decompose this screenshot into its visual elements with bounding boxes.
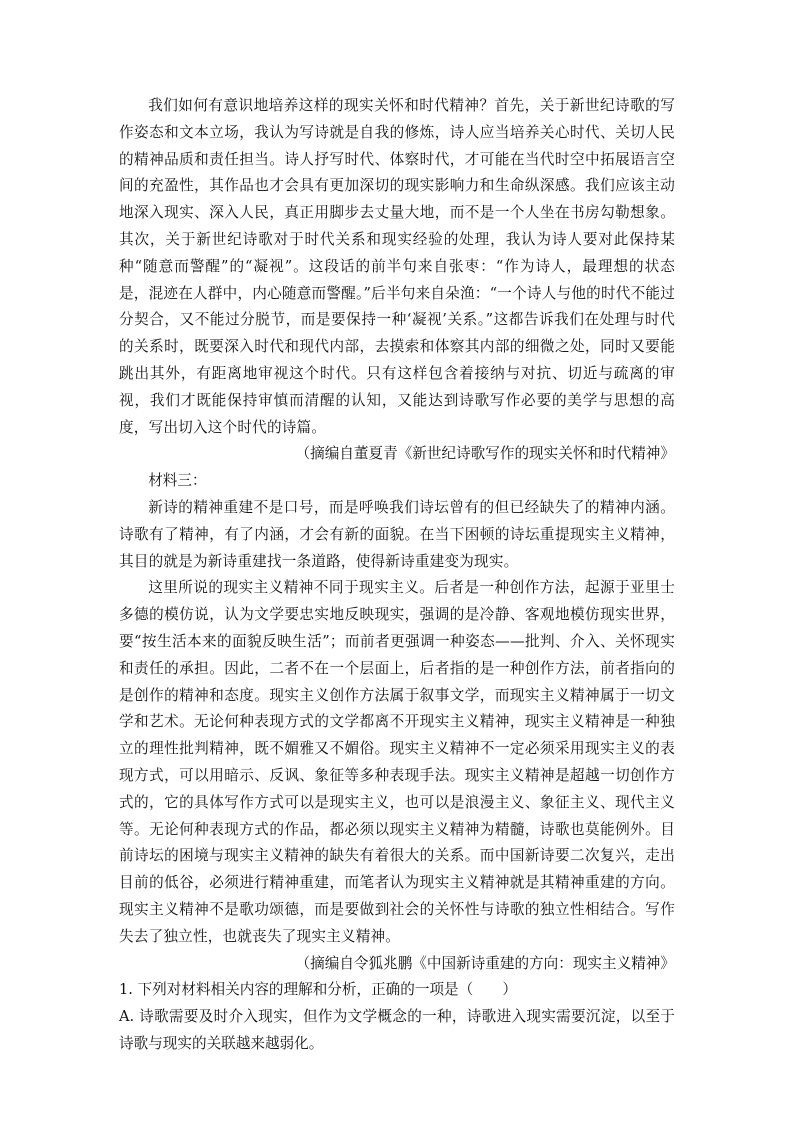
material-3-heading: 材料三： bbox=[148, 472, 207, 490]
question-1-stem: 1. 下列对材料相关内容的理解和分析，正确的一项是（ ） bbox=[119, 981, 518, 999]
material-3-paragraph-1: 新诗的精神重建不是口号，而是呼唤我们诗坛曾有的但已经缺失了的精神内涵。诗歌有了精神，有了内涵，才会有新的面貌。在当下困顿的诗坛重提现实主义精神，其目的就是为新诗重建找一条道路，使得新诗重建变为现实。 bbox=[119, 498, 675, 570]
passage-source-citation: （摘编自董夏青《新世纪诗歌写作的现实关怀和时代精神》 bbox=[295, 445, 675, 463]
material-3-source-citation: （摘编自令狐兆鹏《中国新诗重建的方向：现实主义精神》 bbox=[295, 954, 675, 972]
document-page bbox=[119, 93, 675, 1058]
passage-paragraph: 我们如何有意识地培养这样的现实关怀和时代精神？首先，关于新世纪诗歌的写作姿态和文本立场，我认为写诗就是自我的修炼，诗人应当培养关心时代、关切人民的精神品质和责任担当。诗人抒写时代、体察时代，才可能在当代时空中拓展语言空间的充盈性，其作品也才会具有更加深切的现实影响力和生命纵深感。我们应该主动地深入现实、深入人民，真正用脚步去丈量大地，而不是一个人坐在书房勾勒想象。其次，关于新世纪诗歌对于时代关系和现实经验的处理，我认为诗人要对此保持某种“随意而警醒”的“凝视”。这段话的前半句来自张枣：“作为诗人，最理想的状态是，混迹在人群中，内心随意而警醒。”后半句来自朵渔：“一个诗人与他的时代不能过分契合，又不能过分脱节，而是要保持一种‘凝视’关系。”这都告诉我们在处理与时代的关系时，既要深入时代和现代内部，去摸索和体察其内部的细微之处，同时又要能跳出其外，有距离地审视这个时代。只有这样包含着接纳与对抗、切近与疏离的审视，我们才既能保持审慎而清醒的认知，又能达到诗歌写作必要的美学与思想的高度，写出切入这个时代的诗篇。 bbox=[119, 97, 675, 436]
material-3-paragraph-2: 这里所说的现实主义精神不同于现实主义。后者是一种创作方法，起源于亚里士多德的模仿说，认为文学要忠实地反映现实，强调的是冷静、客观地模仿现实世界，要“按生活本来的面貌反映生活”；而前者更强调一种姿态——批判、介入、关怀现实和责任的承担。因此，二者不在一个层面上，后者指的是一种创作方法，前者指向的是创作的精神和态度。现实主义创作方法属于叙事文学，而现实主义精神属于一切文学和艺术。无论何种表现方式的文学都离不开现实主义精神，现实主义精神是一种独立的理性批判精神，既不媚雅又不媚俗。现实主义精神不一定必须采用现实主义的表现方式，可以用暗示、反讽、象征等多种表现手法。现实主义精神是超越一切创作方式的，它的具体写作方式可以是现实主义，也可以是浪漫主义、象征主义、现代主义等。无论何种表现方式的作品，都必须以现实主义精神为精髓，诗歌也莫能例外。目前诗坛的困境与现实主义精神的缺失有着很大的关系。而中国新诗要二次复兴，走出目前的低谷，必须进行精神重建，而笔者认为现实主义精神就是其精神重建的方向。现实主义精神不是歌功颂德，而是要做到社会的关怀性与诗歌的独立性相结合。写作失去了独立性，也就丧失了现实主义精神。 bbox=[119, 579, 675, 945]
question-1-option-a: A. 诗歌需要及时介入现实，但作为文学概念的一种，诗歌进入现实需要沉淀，以至于诗歌与现实的关联越来越弱化。 bbox=[119, 1008, 675, 1052]
